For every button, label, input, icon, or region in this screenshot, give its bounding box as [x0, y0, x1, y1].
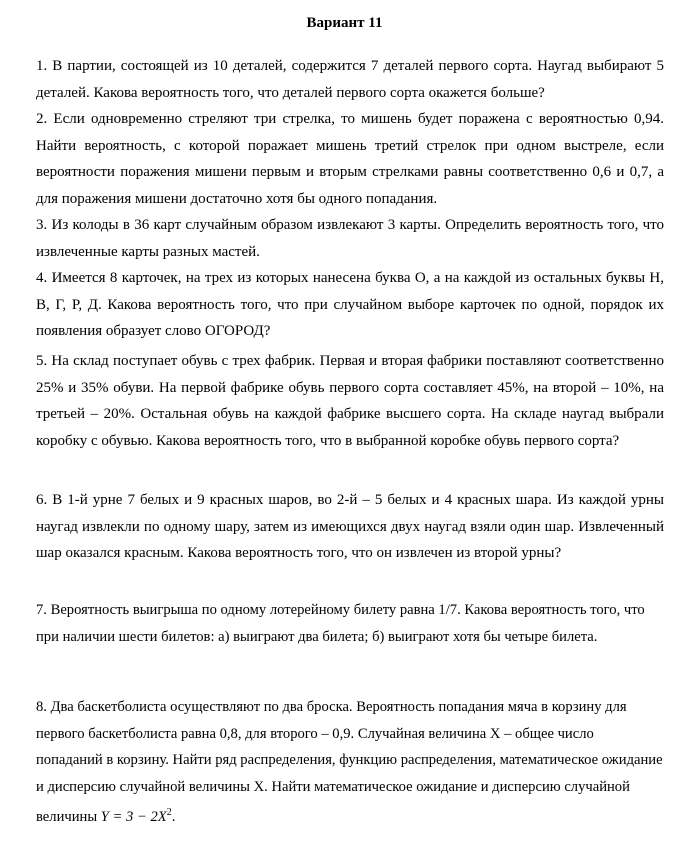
problem-8-formula — [101, 809, 172, 825]
problem-2: 2. Если одновременно стреляют три стрелка, то мишень будет поражена с вероятностью 0,94. Найти вероятность, с которой поражает мишень третий стрелок при одном выстреле, если вероятности поражения мишени первым и вторым стрелками равны соответственно 0,6 и 0,7, а для поражения мишени достаточно хотя бы одного попадания. — [36, 111, 664, 207]
problem-1: 1. В партии, состоящей из 10 деталей, содержится 7 деталей первого сорта. Наугад выбирают 5 деталей. Какова вероятность того, что деталей первого сорта окажется больше? — [36, 58, 664, 101]
problem-6: 6. В 1-й урне 7 белых и 9 красных шаров, во 2-й – 5 белых и 4 красных шара. Из каждой урны наугад извлекли по одному шару, затем из имеющихся двух наугад взяли один шар. Извлеченный шар оказался красным. Какова вероятность того, что он извлечен из второй урны? — [36, 492, 664, 562]
problem-3: 3. Из колоды в 36 карт случайным образом извлекают 3 карты. Определить вероятность того, что извлеченные карты разных мастей. — [36, 217, 664, 260]
problem-8-end: . — [171, 809, 176, 826]
formula-exponent: 2 — [166, 807, 172, 819]
problem-7: 7. Вероятность выигрыша по одному лотерейному билету равна 1/7. Какова вероятность того, что при наличии шести билетов: а) выиграют два билета; б) выиграют хотя бы четыре билета. — [36, 602, 645, 645]
problem-5: 5. На склад поступает обувь с трех фабрик. Первая и вторая фабрики поставляют соответственно 25% и 35% обуви. На первой фабрике обувь первого сорта составляет 45%, на второй – 10%, на третьей – 20%. Остальная обувь на каждой фабрике высшего сорта. На складе наугад выбрали коробку с обувью. Какова вероятность того, что в выбранной коробке обувь первого сорта? — [36, 353, 664, 449]
page-title: Вариант 11 — [306, 15, 383, 31]
problem-8-text: 8. Два баскетболиста осуществляют по два броска. Вероятность попадания мяча в корзину для первого баскетболиста равна 0,8, для второго – 0,9. Случайная величина X – общее число попаданий в корзину. Найти ряд распределения, функцию распределения, математическое ожидание и дисперсию случайной величины X. Найти математическое ожидание и дисперсию случайной величины — [36, 699, 663, 826]
problem-4: 4. Имеется 8 карточек, на трех из которых нанесена буква О, а на каждой из остальных буквы Н, В, Г, Р, Д. Какова вероятность того, что при случайном выборе карточек по одной, порядок их появления образует слово ОГОРОД? — [36, 270, 664, 340]
problem-8 — [36, 694, 664, 831]
formula-lhs: Y = 3 − 2X — [100, 809, 167, 826]
